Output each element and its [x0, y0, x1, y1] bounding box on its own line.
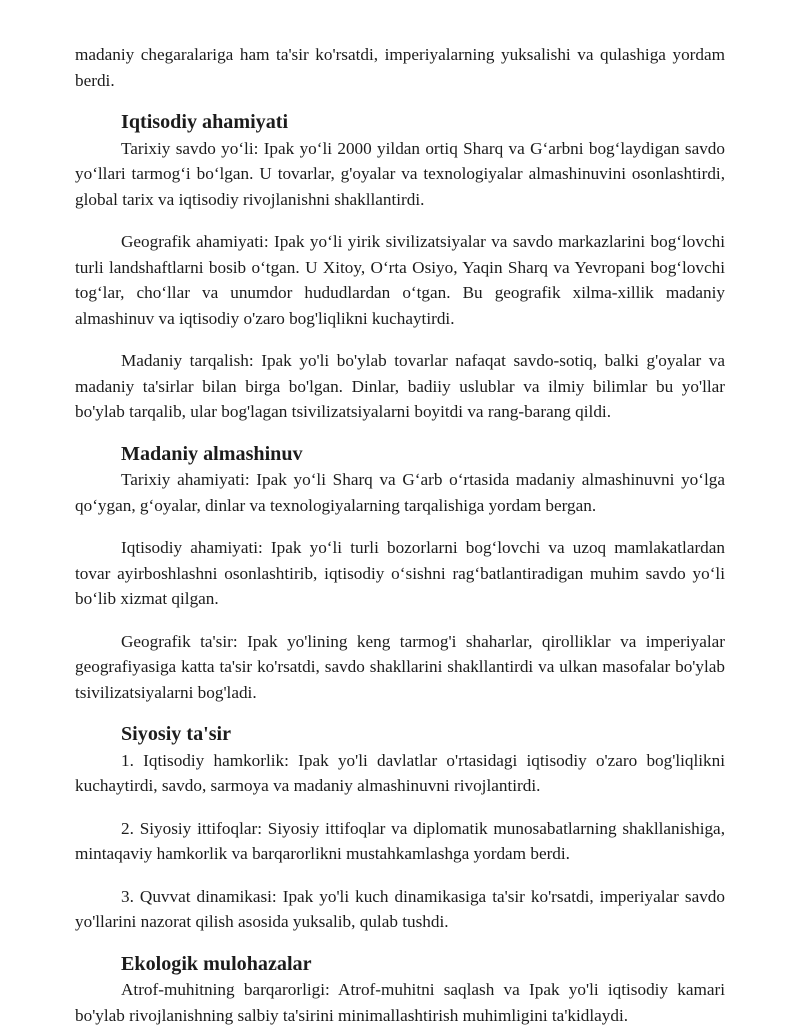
- document-page: [75, 42, 725, 1028]
- section-heading-ekologik-mulohazalar: Ekologik mulohazalar: [121, 952, 312, 975]
- section-heading-siyosiy-tasir: Siyosiy ta'sir: [121, 723, 232, 745]
- paragraph: Iqtisodiy ahamiyati: Ipak yo‘li turli bozorlarni bog‘lovchi va uzoq mamlakatlardan tovar ayirboshlashni osonlashtirib, iqtisodiy o‘sishni rag‘batlantiradigan muhim savdo yo‘li bo‘lib xizmat qilgan.: [75, 538, 725, 608]
- paragraph: Geografik ta'sir: Ipak yo'lining keng tarmog'i shaharlar, qirolliklar va imperiyalar geografiyasiga katta ta'sir ko'rsatdi, savdo shakllarini shakllantirdi va ulkan masofalar bo'ylab tsivilizatsiyalarni bog'ladi.: [75, 631, 725, 702]
- intro-paragraph: madaniy chegaralariga ham ta'sir ko'rsatdi, imperiyalarning yuksalishi va qulashiga yordam berdi.: [75, 45, 725, 90]
- paragraph: 2. Siyosiy ittifoqlar: Siyosiy ittifoqlar va diplomatik munosabatlarning shakllanishiga, mintaqaviy hamkorlik va barqarorlikni mustahkamlashga yordam berdi.: [75, 818, 725, 863]
- paragraph: 1. Iqtisodiy hamkorlik: Ipak yo'li davlatlar o'rtasidagi iqtisodiy o'zaro bog'liqlikni kuchaytirdi, savdo, sarmoya va madaniy almashinuvni rivojlantirdi.: [75, 750, 725, 795]
- paragraph: Tarixiy savdo yo‘li: Ipak yo‘li 2000 yildan ortiq Sharq va G‘arbni bog‘laydigan savdo yo‘llari tarmog‘i bo‘lgan. U tovarlar, g'oyalar va texnologiyalar almashinuvini osonlashtirdi, global tarix va iqtisodiy rivojlanishni shakllantirdi.: [75, 138, 725, 209]
- paragraph: Atrof-muhitning barqarorligi: Atrof-muhitni saqlash va Ipak yo'li iqtisodiy kamari bo'ylab rivojlanishning salbiy ta'sirini minimallashtirish muhimligini ta'kidlaydi.: [75, 980, 725, 1025]
- section-heading-iqtisodiy-ahamiyati: Iqtisodiy ahamiyati: [121, 111, 289, 133]
- paragraph: Madaniy tarqalish: Ipak yo'li bo'ylab tovarlar nafaqat savdo-sotiq, balki g'oyalar va madaniy ta'sirlar bilan birga bo'lgan. Dinlar, badiiy uslublar va ilmiy bilimlar bu yo'llar bo'ylab tarqalib, ular bog'lagan tsivilizatsiyalarni boyitdi va rang-barang qildi.: [75, 351, 725, 421]
- paragraph: Geografik ahamiyati: Ipak yo‘li yirik sivilizatsiyalar va savdo markazlarini bog‘lovchi turli landshaftlarni bosib o‘tgan. U Xitoy, O‘rta Osiyo, Yaqin Sharq va Yevropani bog‘lovchi tog‘lar, cho‘llar va unumdor hududlardan o‘tgan. Bu geografik xilma-xillik madaniy almashinuv va iqtisodiy o'zaro bog'liqlikni kuchaytirdi.: [75, 232, 725, 328]
- paragraph: 3. Quvvat dinamikasi: Ipak yo'li kuch dinamikasiga ta'sir ko'rsatdi, imperiyalar savdo yo'llarini nazorat qilish asosida yuksalib, qulab tushdi.: [75, 886, 725, 931]
- section-heading-madaniy-almashinuv: Madaniy almashinuv: [121, 442, 303, 465]
- paragraph: Tarixiy ahamiyati: Ipak yo‘li Sharq va G‘arb o‘rtasida madaniy almashinuvni yo‘lga qo‘ygan, g‘oyalar, dinlar va texnologiyalarning tarqalishiga yordam bergan.: [75, 470, 725, 515]
